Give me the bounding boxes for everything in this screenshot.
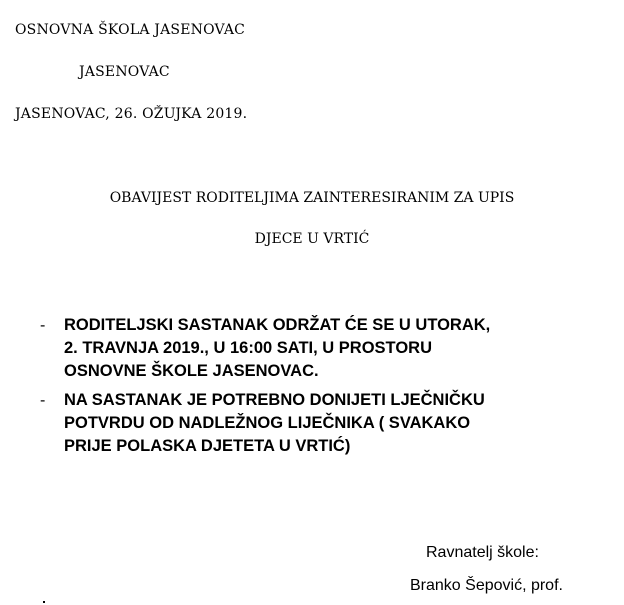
signature-role: Ravnatelj škole: bbox=[426, 544, 539, 561]
bullet-item-medical-certificate bbox=[0, 389, 624, 458]
bullet-line: POTVRDU OD NADLEŽNOG LIJEČNIKA ( SVAKAKO bbox=[64, 414, 471, 432]
place-date: JASENOVAC, 26. OŽUJKA 2019. bbox=[15, 106, 248, 122]
bullet-line: NA SASTANAK JE POTREBNO DONIJETI LJEČNIČKU bbox=[64, 391, 485, 409]
signature-name: Branko Šepović, prof. bbox=[410, 577, 563, 594]
notice-bullet-list bbox=[0, 314, 624, 464]
notice-title-line-2: DJECE U VRTIĆ bbox=[254, 231, 370, 247]
bullet-dash: - bbox=[40, 392, 46, 409]
school-name: OSNOVNA ŠKOLA JASENOVAC bbox=[15, 22, 246, 38]
bullet-item-meeting bbox=[0, 314, 624, 383]
bullet-line: RODITELJSKI SASTANAK ODRŽAT ĆE SE U UTORAK, bbox=[64, 316, 491, 334]
notice-title-line-1: OBAVIJEST RODITELJIMA ZAINTERESIRANIM ZA UPIS bbox=[109, 190, 515, 206]
bullet-dash: - bbox=[40, 317, 46, 334]
bullet-line: 2. TRAVNJA 2019., U 16:00 SATI, U PROSTORU bbox=[64, 339, 432, 357]
school-town: JASENOVAC bbox=[79, 64, 170, 80]
page-speck bbox=[43, 601, 45, 603]
bullet-line: OSNOVNE ŠKOLE JASENOVAC. bbox=[64, 362, 319, 380]
bullet-line: PRIJE POLASKA DJETETA U VRTIĆ) bbox=[64, 437, 351, 455]
